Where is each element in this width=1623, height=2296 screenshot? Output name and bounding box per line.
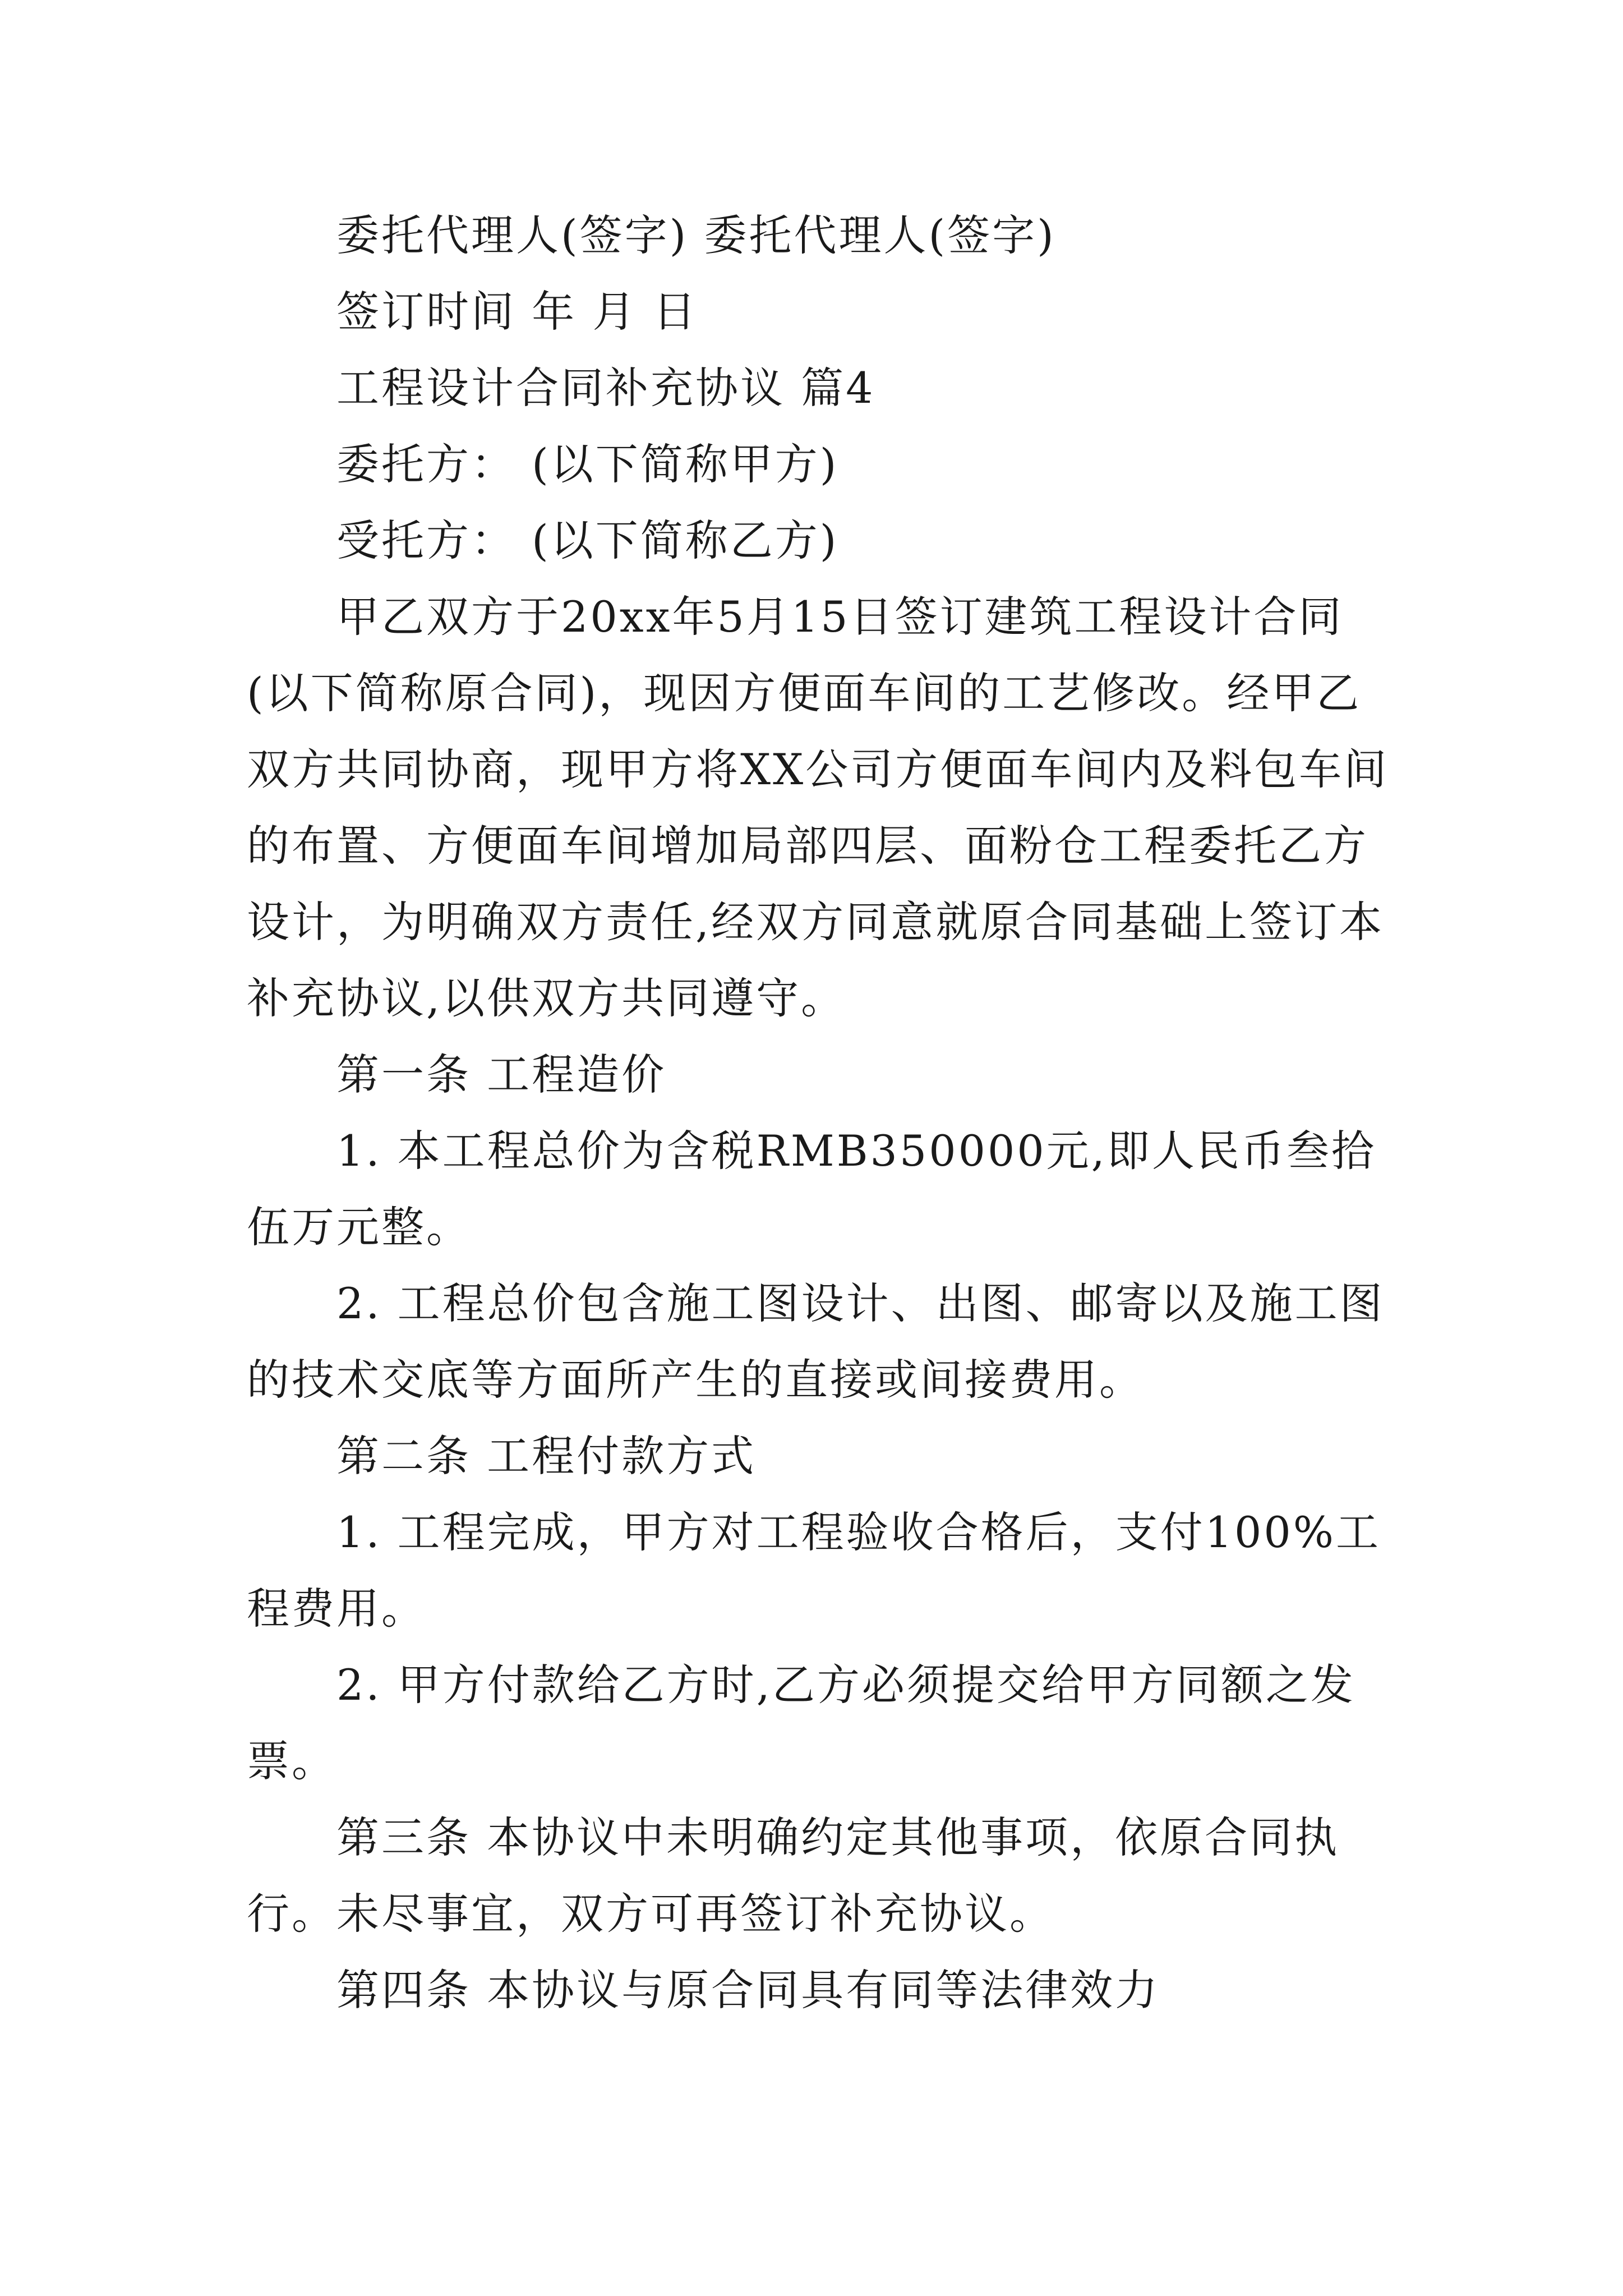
article-1-item-1: 1. 本工程总价为含税RMB350000元,即人民币叁拾伍万元整。 (247, 1126, 1376, 1252)
client-party-line: 委托方： (以下简称甲方) (336, 439, 839, 489)
document-body (247, 197, 1391, 2028)
contractor-party-line: 受托方： (以下简称乙方) (336, 516, 839, 565)
preamble-paragraph: 甲乙双方于20xx年5月15日签订建筑工程设计合同(以下简称原合同)，现因方便面车间的工艺修改。经甲乙双方共同协商，现甲方将XX公司方便面车间内及料包车间的布置、方便面车间增加局部四层、面粉仓工程委托乙方设计，为明确双方责任,经双方同意就原合同基础上签订本补充协议,以供双方共同遵守。 (247, 592, 1389, 1023)
article-2-heading: 第二条 工程付款方式 (336, 1431, 757, 1481)
article-4-paragraph: 第四条 本协议与原合同具有同等法律效力 (336, 1965, 1160, 2015)
article-1-item-2: 2. 工程总价包含施工图设计、出图、邮寄以及施工图的技术交底等方面所产生的直接或间接费用。 (247, 1278, 1385, 1405)
article-2-item-1: 1. 工程完成，甲方对工程验收合格后，支付100%工程费用。 (247, 1507, 1381, 1634)
signature-agents-line: 委托代理人(签字) 委托代理人(签字) (336, 210, 1056, 260)
article-2-item-2: 2. 甲方付款给乙方时,乙方必须提交给甲方同额之发票。 (247, 1660, 1355, 1786)
article-1-heading: 第一条 工程造价 (336, 1050, 667, 1099)
article-3-paragraph: 第三条 本协议中未明确约定其他事项，依原合同执行。未尽事宜，双方可再签订补充协议。 (247, 1812, 1340, 1939)
signing-date-line: 签订时间 年 月 日 (336, 287, 698, 337)
section-title: 工程设计合同补充协议 篇4 (336, 363, 875, 413)
